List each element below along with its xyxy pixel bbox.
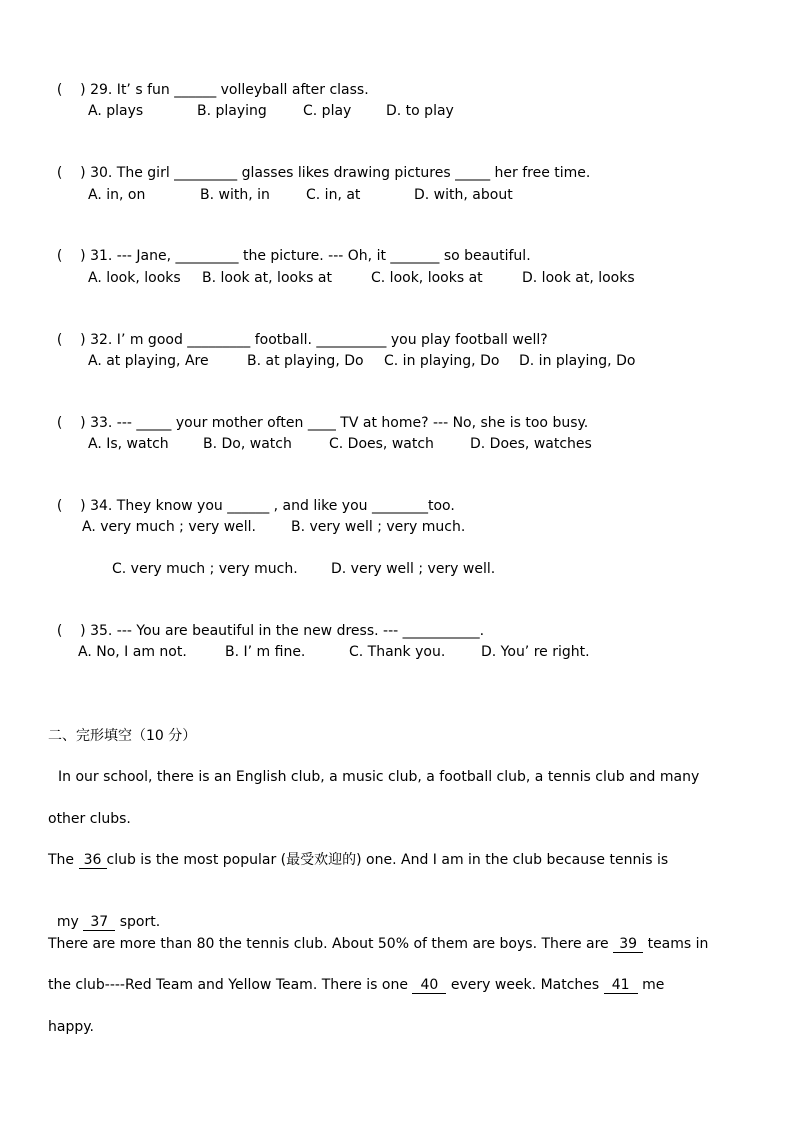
option-d: D. in playing, Do <box>519 353 636 369</box>
passage-line-6: the club----Red Team and Yellow Team. There is one 40 every week. Matches 41 me <box>48 977 665 993</box>
answer-bracket[interactable]: ( ) <box>56 332 86 348</box>
option-d: D. very well ; very well. <box>331 561 496 577</box>
passage-line-3: The 36 club is the most popular (最受欢迎的) one. And I am in the club because tennis is <box>48 852 669 868</box>
blank-41[interactable]: 41 <box>604 977 638 994</box>
blank-36[interactable]: 36 <box>79 852 107 869</box>
option-a: A. plays <box>88 103 144 119</box>
question-34-stem: ( ) 34. They know you ______ , and like you ________too. <box>56 498 455 514</box>
option-c: C. very much ; very much. <box>112 561 298 577</box>
answer-bracket[interactable]: ( ) <box>56 82 86 98</box>
answer-bracket[interactable]: ( ) <box>56 248 86 264</box>
option-a: A. No, I am not. <box>78 644 187 660</box>
option-b: B. look at, looks at <box>202 270 332 286</box>
option-b: B. Do, watch <box>203 436 292 452</box>
answer-bracket[interactable]: ( ) <box>56 623 86 639</box>
option-a: A. in, on <box>88 187 146 203</box>
answer-bracket[interactable]: ( ) <box>56 498 86 514</box>
option-c: C. Does, watch <box>329 436 434 452</box>
passage-line-5: There are more than 80 the tennis club. About 50% of them are boys. There are 39 teams in <box>48 936 709 952</box>
section-heading: 二、完形填空（10 分） <box>48 728 197 744</box>
blank-37[interactable]: 37 <box>83 914 115 931</box>
answer-bracket[interactable]: ( ) <box>56 415 86 431</box>
option-a: A. look, looks <box>88 270 181 286</box>
option-d: D. to play <box>386 103 454 119</box>
question-31-stem: ( ) 31. --- Jane, _________ the picture. --- Oh, it _______ so beautiful. <box>56 248 531 264</box>
blank-40[interactable]: 40 <box>412 977 446 994</box>
passage-line-2: other clubs. <box>48 811 131 827</box>
blank-39[interactable]: 39 <box>613 936 643 953</box>
option-d: D. You’ re right. <box>481 644 590 660</box>
option-d: D. Does, watches <box>470 436 592 452</box>
option-b: B. at playing, Do <box>247 353 364 369</box>
passage-line-4: my 37 sport. <box>56 914 161 930</box>
option-b: B. very well ; very much. <box>291 519 466 535</box>
option-a: A. at playing, Are <box>88 353 209 369</box>
option-c: C. Thank you. <box>349 644 446 660</box>
option-d: D. look at, looks <box>522 270 635 286</box>
option-c: C. in, at <box>306 187 361 203</box>
question-30-stem: ( ) 30. The girl _________ glasses likes drawing pictures _____ her free time. <box>56 165 591 181</box>
passage-line-7: happy. <box>48 1019 94 1035</box>
answer-bracket[interactable]: ( ) <box>56 165 86 181</box>
question-29-stem: ( ) 29. It’ s fun ______ volleyball after class. <box>56 82 369 98</box>
option-b: B. playing <box>197 103 267 119</box>
option-a: A. very much ; very well. <box>82 519 257 535</box>
question-35-stem: ( ) 35. --- You are beautiful in the new dress. --- ___________. <box>56 623 485 639</box>
option-b: B. with, in <box>200 187 270 203</box>
passage-line-1: In our school, there is an English club, a music club, a football club, a tennis club and many <box>58 769 700 785</box>
question-32-stem: ( ) 32. I’ m good _________ football. __________ you play football well? <box>56 332 548 348</box>
option-c: C. play <box>303 103 352 119</box>
option-d: D. with, about <box>414 187 513 203</box>
option-b: B. I’ m fine. <box>225 644 306 660</box>
question-33-stem: ( ) 33. --- _____ your mother often ____ TV at home? --- No, she is too busy. <box>56 415 589 431</box>
option-a: A. Is, watch <box>88 436 169 452</box>
option-c: C. in playing, Do <box>384 353 500 369</box>
option-c: C. look, looks at <box>371 270 483 286</box>
